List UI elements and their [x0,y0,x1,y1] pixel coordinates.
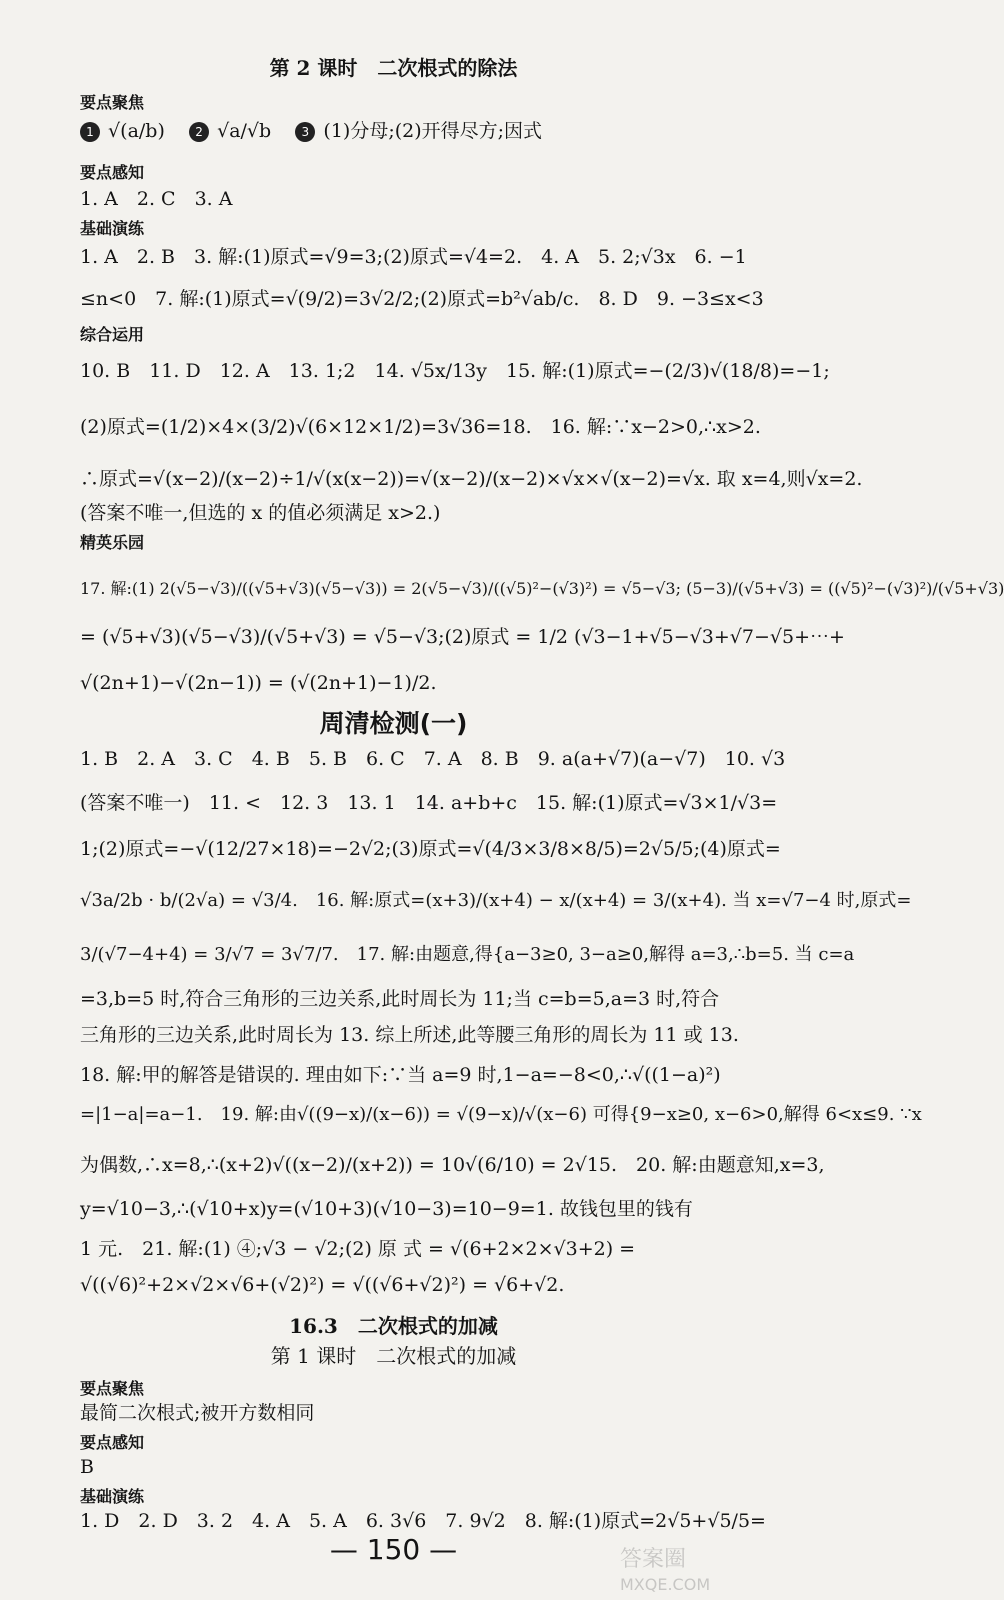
weekly-test-line: 18. 解:甲的解答是错误的. 理由如下:∵当 a=9 时,1−a=−8<0,∴√((1−a)²) [80,1064,721,1086]
weekly-test-line: √((√6)²+2×√2×√6+(√2)²) = √((√6+√2)²) = √6+√2. [80,1274,565,1296]
watermark-logo [600,1540,780,1596]
section-heading-key-points: 要点聚焦 [80,93,145,112]
weekly-test-title: 周清检测(一) [319,709,468,738]
comprehensive-answer-line: ∴原式=√(x−2)/(x−2)÷1/√(x(x−2))=√(x−2)/(x−2)×√x×√(x−2)=√x. 取 x=4,则√x=2. [80,468,863,490]
key-point-3: (1)分母;(2)开得尽方;因式 [323,120,543,142]
weekly-test-line: 1;(2)原式=−√(12/27×18)=−2√2;(3)原式=√(4/3×3/8×8/5)=2√5/5;(4)原式= [80,838,781,860]
section-heading-perception: 要点感知 [80,163,145,182]
number-badge-2: 2 [189,122,209,142]
section-heading-elite: 精英乐园 [80,533,145,552]
key-point-1: √(a/b) [108,120,165,142]
perception-answers: 1. A 2. C 3. A [80,188,233,210]
basic-answer-line: 1. A 2. B 3. 解:(1)原式=√9=3;(2)原式=√4=2. 4. A 5. 2;√3x 6. −1 [80,246,747,268]
comprehensive-answer-line: (2)原式=(1/2)×4×(3/2)√(6×12×1/2)=3√36=18. 16. 解:∵x−2>0,∴x>2. [80,416,761,438]
section-heading-basic: 基础演练 [80,219,145,238]
key-point-2: √a/√b [217,120,272,142]
number-badge-1: 1 [80,122,100,142]
weekly-test-line: =3,b=5 时,符合三角形的三边关系,此时周长为 11;当 c=b=5,a=3 时,符合 [80,988,720,1010]
section-heading-basic: 基础演练 [80,1487,145,1506]
weekly-test-line: y=√10−3,∴(√10+x)y=(√10+3)(√10−3)=10−9=1. 故钱包里的钱有 [80,1198,693,1220]
lesson-title: 第 1 课时 二次根式的加减 [270,1344,517,1368]
key-points-line [80,118,699,144]
number-badge-3: 3 [295,122,315,142]
basic-answer-line: 1. D 2. D 3. 2 4. A 5. A 6. 3√6 7. 9√2 8. 解:(1)原式=2√5+√5/5= [80,1510,766,1532]
elite-answer-line: √(2n+1)−√(2n−1)) = (√(2n+1)−1)/2. [80,672,437,694]
key-points-answer: 最简二次根式;被开方数相同 [80,1402,315,1424]
comprehensive-answer-line: 10. B 11. D 12. A 13. 1;2 14. √5x/13y 15. 解:(1)原式=−(2/3)√(18/8)=−1; [80,360,830,382]
weekly-test-line: 1. B 2. A 3. C 4. B 5. B 6. C 7. A 8. B 9. a(a+√7)(a−√7) 10. √3 [80,748,786,770]
section-title: 16.3 二次根式的加减 [289,1314,498,1338]
page-number: — 150 — [329,1533,458,1566]
weekly-test-line: =|1−a|=a−1. 19. 解:由√((9−x)/(x−6)) = √(9−x)/√(x−6) 可得{9−x≥0, x−6>0,解得 6<x≤9. ∵x [80,1104,922,1125]
comprehensive-answer-line: (答案不唯一,但选的 x 的值必须满足 x>2.) [80,502,441,524]
watermark-logo-text: 答案圈 [620,1547,687,1572]
perception-answer: B [80,1456,94,1478]
elite-answer-line: = (√5+√3)(√5−√3)/(√5+√3) = √5−√3;(2)原式 = 1/2 (√3−1+√5−√3+√7−√5+⋯+ [80,626,845,648]
weekly-test-line: (答案不唯一) 11. < 12. 3 13. 1 14. a+b+c 15. 解:(1)原式=√3×1/√3= [80,792,778,814]
weekly-test-line: 1 元. 21. 解:(1) ④;√3 − √2;(2) 原 式 = √(6+2×2×√3+2) = [80,1238,636,1260]
weekly-test-line: 3/(√7−4+4) = 3/√7 = 3√7/7. 17. 解:由题意,得{a−3≥0, 3−a≥0,解得 a=3,∴b=5. 当 c=a [80,944,855,965]
elite-answer-line: 17. 解:(1) 2(√5−√3)/((√5+√3)(√5−√3)) = 2(√5−√3)/((√5)²−(√3)²) = √5−√3; (5−3)/(√5+√3) = ((√5)²−(√3)²)/(√5+√3) [80,579,1004,598]
section-heading-comprehensive: 综合运用 [80,325,145,344]
weekly-test-line: √3a/2b · b/(2√a) = √3/4. 16. 解:原式=(x+3)/(x+4) − x/(x+4) = 3/(x+4). 当 x=√7−4 时,原式= [80,890,912,911]
basic-answer-line: ≤n<0 7. 解:(1)原式=√(9/2)=3√2/2;(2)原式=b²√ab/c. 8. D 9. −3≤x<3 [80,288,764,310]
weekly-test-line: 为偶数,∴x=8,∴(x+2)√((x−2)/(x+2)) = 10√(6/10) = 2√15. 20. 解:由题意知,x=3, [80,1154,825,1176]
section-heading-perception: 要点感知 [80,1433,145,1452]
watermark-url: MXQE.COM [620,1575,711,1594]
weekly-test-line: 三角形的三边关系,此时周长为 13. 综上所述,此等腰三角形的周长为 11 或 13. [80,1024,739,1046]
lesson-title: 第 2 课时 二次根式的除法 [269,56,518,80]
section-heading-key-points: 要点聚焦 [80,1379,145,1398]
